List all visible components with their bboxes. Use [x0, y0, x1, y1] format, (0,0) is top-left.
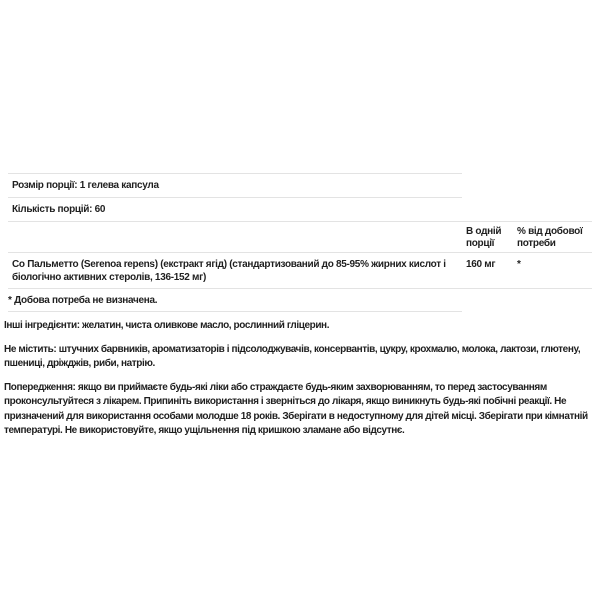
- supplement-facts-table: [8, 173, 592, 312]
- dv-column-header: % від добової потреби: [517, 226, 583, 249]
- info-paragraphs: [4, 319, 590, 439]
- free-of-text: Не містить: штучних барвників, ароматизаторів і підсолоджувачів, консервантів, цукру, крохмалю, молока, лактози, глютену, пшениці, дріжджів, риби, натрію.: [4, 343, 581, 369]
- servings-per-container-row: [8, 197, 462, 221]
- serving-size-text: Розмір порції: 1 гелева капсула: [12, 180, 159, 191]
- ingredient-name: Со Пальметто (Serenoa repens) (екстракт ягід) (стандартизований до 85-95% жирних кислот і біологічно активних стеролів, 136-152 мг): [12, 259, 446, 283]
- serving-size-row: [8, 173, 462, 197]
- servings-per-container-text: Кількість порцій: 60: [12, 204, 106, 215]
- other-ingredients-text: Інші інгредієнти: желатин, чиста оливкове масло, рослинний гліцерин.: [4, 320, 330, 331]
- table-end-divider: [8, 311, 462, 312]
- footnote-row: [8, 288, 592, 311]
- footnote-text: * Добова потреба не визначена.: [8, 295, 158, 306]
- header-spacer-cell: [8, 226, 466, 250]
- warnings-text: Попередження: якщо ви приймаєте будь-які ліки або страждаєте будь-яким захворюванням, то перед застосуванням проконсультуйтеся з лікарем. Припиніть використання і зверніться до лікаря, якщо виникнуть будь-які побічні реакції. Не призначений для використання особами молодше 18 років. Зберігати в недоступному для дітей місці. Зберігати при кімнатній температурі. Не використовуйте, якщо ущільнення під кришкою зламане або відсутнє.: [4, 381, 588, 436]
- ingredient-amount: 160 мг: [466, 259, 496, 270]
- facts-header-row: [8, 221, 592, 252]
- ingredient-row: [8, 252, 592, 288]
- ingredient-dv: *: [517, 259, 521, 270]
- amount-column-header: В одній порції: [466, 226, 502, 249]
